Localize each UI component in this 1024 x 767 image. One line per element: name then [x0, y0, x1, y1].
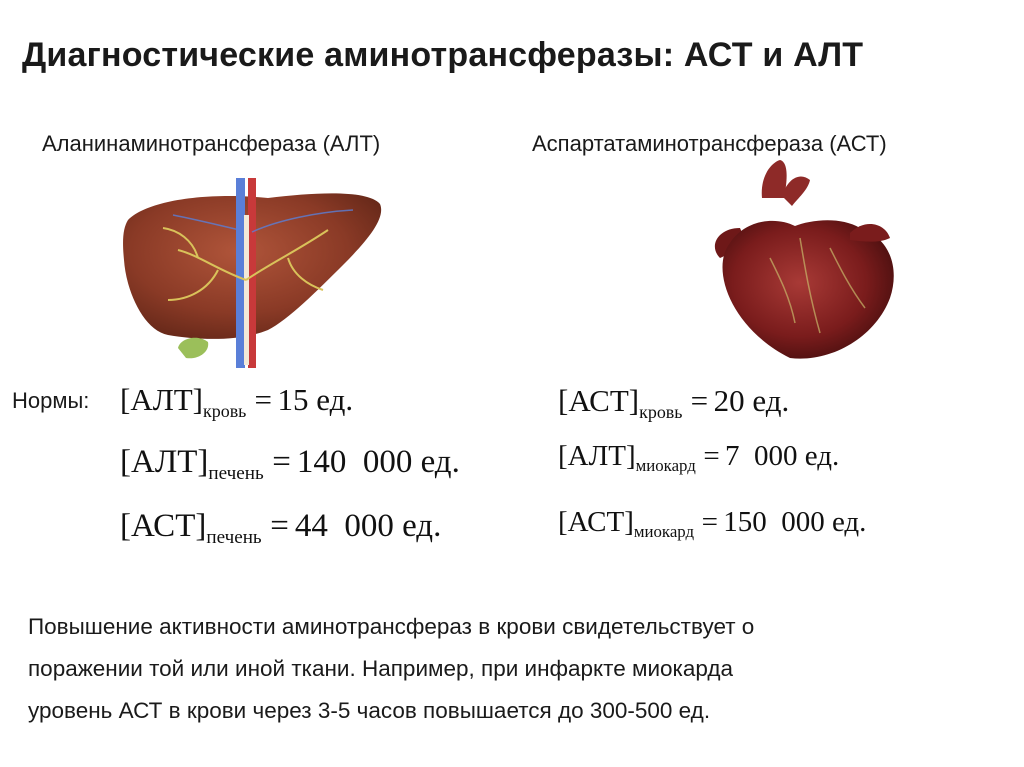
heart-illustration: [700, 158, 900, 368]
formula-bracket: [АЛТ]: [120, 444, 209, 480]
formula-unit: ед.: [804, 440, 840, 472]
formula-alt-liver: [120, 444, 460, 485]
formula-equals: =: [270, 508, 289, 544]
formula-unit: ед.: [420, 444, 460, 480]
formula-equals: =: [701, 506, 718, 538]
formula-ast-myocard: [558, 506, 867, 542]
paragraph-line: уровень АСТ в крови через 3-5 часов повышается до 300-500 ед.: [28, 698, 711, 723]
paragraph-line: поражении той или иной ткани. Например, при инфаркте миокарда: [28, 656, 734, 681]
formula-value: 15: [277, 382, 309, 417]
formula-bracket: [АСТ]: [558, 383, 640, 418]
formula-equals: =: [254, 382, 272, 417]
formula-equals: =: [690, 383, 709, 418]
formula-value: 7 000: [724, 440, 798, 472]
explanation-paragraph: [28, 606, 988, 732]
paragraph-line: Повышение активности аминотрансфераз в крови свидетельствует о: [28, 614, 755, 639]
formula-ast-liver: [120, 508, 442, 549]
formula-value: 150 000: [723, 506, 825, 538]
formula-alt-myocard: [558, 440, 840, 476]
formula-value: 140 000: [296, 444, 413, 480]
formula-value: 20: [713, 383, 745, 418]
formula-value: 44 000: [294, 508, 394, 544]
norms-label: Нормы:: [12, 388, 90, 413]
slide-title: Диагностические аминотрансферазы: АСТ и АЛТ: [22, 36, 864, 74]
formula-subscript: печень: [206, 527, 262, 549]
formula-equals: =: [703, 440, 720, 472]
formula-subscript: печень: [208, 463, 264, 485]
formula-subscript: кровь: [639, 401, 683, 422]
formula-subscript: миокард: [635, 456, 696, 476]
formula-bracket: [АЛТ]: [120, 382, 203, 417]
formula-alt-blood: [120, 382, 354, 421]
formula-equals: =: [272, 444, 291, 480]
formula-bracket: [АСТ]: [558, 506, 634, 538]
formula-unit: ед.: [831, 506, 867, 538]
formula-unit: ед.: [402, 508, 442, 544]
formula-bracket: [АСТ]: [120, 508, 207, 544]
formula-unit: ед.: [316, 382, 354, 417]
subtitle-alt: Аланинаминотрансфераза (АЛТ): [42, 131, 381, 156]
formula-subscript: миокард: [633, 522, 695, 542]
liver-illustration: [118, 170, 388, 370]
formula-unit: ед.: [752, 383, 790, 418]
formula-ast-blood: [558, 383, 790, 422]
formula-bracket: [АЛТ]: [558, 440, 636, 472]
subtitle-ast: Аспартатаминотрансфераза (АСТ): [532, 131, 887, 156]
formula-subscript: кровь: [203, 400, 247, 421]
